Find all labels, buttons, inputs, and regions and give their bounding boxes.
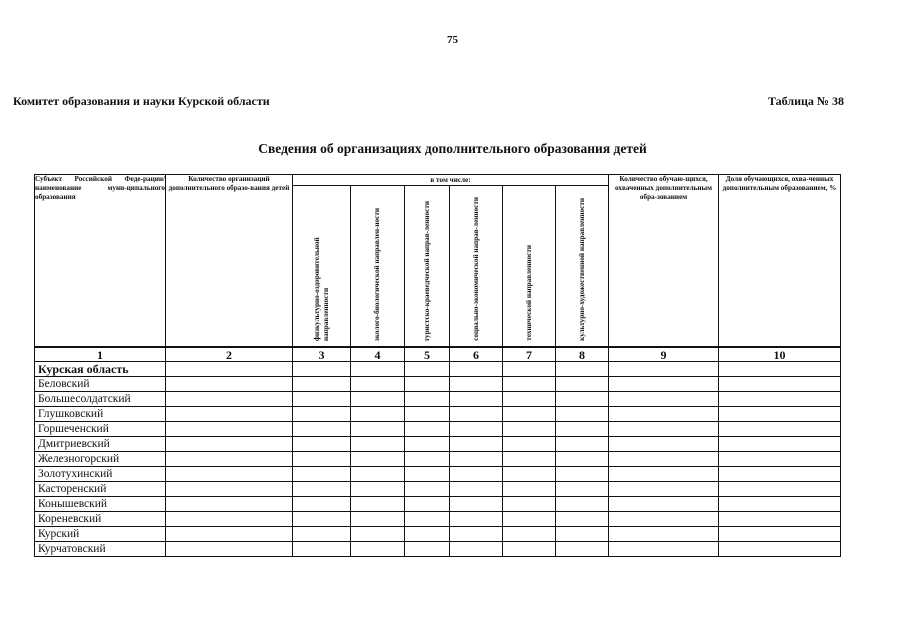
- data-cell: [166, 392, 293, 407]
- column-number: 8: [556, 347, 609, 362]
- data-cell: [351, 407, 405, 422]
- data-cell: [293, 377, 351, 392]
- district-name: Горшеченский: [35, 422, 166, 437]
- data-cell: [405, 362, 450, 377]
- data-cell: [719, 482, 841, 497]
- data-cell: [166, 437, 293, 452]
- data-cell: [166, 542, 293, 557]
- data-cell: [293, 437, 351, 452]
- subheader-ecology: эколого-биологической направлен-ности: [373, 207, 381, 341]
- data-cell: [293, 527, 351, 542]
- data-cell: [503, 527, 556, 542]
- data-cell: [556, 437, 609, 452]
- data-cell: [609, 482, 719, 497]
- data-cell: [450, 482, 503, 497]
- data-cell: [503, 377, 556, 392]
- data-cell: [609, 497, 719, 512]
- data-cell: [609, 467, 719, 482]
- column-number: 7: [503, 347, 556, 362]
- data-cell: [293, 467, 351, 482]
- district-name: Касторенский: [35, 482, 166, 497]
- header-row-1: [35, 175, 841, 186]
- district-name: Конышевский: [35, 497, 166, 512]
- data-cell: [166, 362, 293, 377]
- data-cell: [450, 422, 503, 437]
- col-share-header: Доля обучающихся, охва-ченных дополнительным образованием, %: [719, 175, 841, 348]
- subheader-cell: [405, 186, 450, 348]
- data-cell: [405, 437, 450, 452]
- data-cell: [293, 392, 351, 407]
- data-cell: [503, 497, 556, 512]
- data-cell: [503, 422, 556, 437]
- district-row: [35, 527, 841, 542]
- district-name: Курская область: [35, 362, 166, 377]
- data-cell: [450, 527, 503, 542]
- district-row: [35, 407, 841, 422]
- data-cell: [351, 527, 405, 542]
- district-name: Курский: [35, 527, 166, 542]
- data-cell: [351, 482, 405, 497]
- data-cell: [556, 377, 609, 392]
- data-cell: [166, 467, 293, 482]
- data-cell: [609, 542, 719, 557]
- data-cell: [719, 437, 841, 452]
- column-number-row: [35, 347, 841, 362]
- subheader-cell: [293, 186, 351, 348]
- subheader-technical: технической направленности: [524, 245, 533, 341]
- data-cell: [351, 467, 405, 482]
- subheader-cell: [503, 186, 556, 348]
- data-cell: [405, 542, 450, 557]
- data-cell: [719, 512, 841, 527]
- column-number: 10: [719, 347, 841, 362]
- data-cell: [556, 452, 609, 467]
- data-cell: [556, 497, 609, 512]
- data-cell: [166, 422, 293, 437]
- subheader-cell: [351, 186, 405, 348]
- district-name: Дмитриевский: [35, 437, 166, 452]
- data-cell: [293, 407, 351, 422]
- subheader-tourism: туристско-краеведческой направ-ленности: [422, 200, 431, 341]
- table-number: Таблица № 38: [767, 94, 844, 108]
- data-cell: [719, 497, 841, 512]
- data-cell: [405, 392, 450, 407]
- district-row: [35, 437, 841, 452]
- data-cell: [609, 362, 719, 377]
- data-cell: [293, 482, 351, 497]
- col-org-count-header: Количество организаций дополнительного образо-вания детей: [166, 175, 293, 348]
- region-row: [35, 362, 841, 377]
- district-name: Большесолдатский: [35, 392, 166, 407]
- district-row: [35, 467, 841, 482]
- data-cell: [556, 392, 609, 407]
- data-cell: [351, 422, 405, 437]
- data-cell: [556, 512, 609, 527]
- data-cell: [556, 407, 609, 422]
- data-cell: [450, 362, 503, 377]
- data-cell: [556, 482, 609, 497]
- data-cell: [609, 377, 719, 392]
- data-cell: [719, 542, 841, 557]
- data-cell: [450, 452, 503, 467]
- data-cell: [166, 512, 293, 527]
- committee-name: Комитет образования и науки Курской области: [13, 94, 270, 108]
- data-cell: [405, 527, 450, 542]
- data-cell: [351, 452, 405, 467]
- data-cell: [405, 482, 450, 497]
- subheader-cell: [556, 186, 609, 348]
- data-cell: [719, 422, 841, 437]
- data-cell: [293, 452, 351, 467]
- data-cell: [450, 512, 503, 527]
- column-number: 6: [450, 347, 503, 362]
- data-cell: [450, 497, 503, 512]
- data-cell: [166, 407, 293, 422]
- data-cell: [405, 452, 450, 467]
- data-cell: [719, 467, 841, 482]
- data-cell: [351, 497, 405, 512]
- data-cell: [293, 512, 351, 527]
- data-cell: [556, 527, 609, 542]
- data-cell: [166, 482, 293, 497]
- page-number: 75: [447, 34, 458, 46]
- district-name: Беловский: [35, 377, 166, 392]
- district-row: [35, 422, 841, 437]
- column-number: 2: [166, 347, 293, 362]
- data-cell: [503, 437, 556, 452]
- district-row: [35, 482, 841, 497]
- data-cell: [351, 512, 405, 527]
- district-row: [35, 512, 841, 527]
- district-row: [35, 542, 841, 557]
- column-number: 4: [351, 347, 405, 362]
- subheader-sports: физкультурно-оздоровительной направленности: [312, 237, 330, 341]
- district-name: Железногорский: [35, 452, 166, 467]
- data-cell: [293, 542, 351, 557]
- data-cell: [166, 377, 293, 392]
- data-cell: [503, 512, 556, 527]
- data-cell: [351, 377, 405, 392]
- col-students-header: Количество обучаю-щихся, охваченных дополнительным обра-зованием: [609, 175, 719, 348]
- data-cell: [503, 362, 556, 377]
- column-number: 9: [609, 347, 719, 362]
- subheader-arts: культурно-художественной направленности: [577, 198, 586, 341]
- data-cell: [351, 437, 405, 452]
- column-number: 1: [35, 347, 166, 362]
- data-cell: [405, 407, 450, 422]
- data-cell: [719, 407, 841, 422]
- data-cell: [503, 542, 556, 557]
- data-cell: [405, 497, 450, 512]
- data-cell: [503, 482, 556, 497]
- document-title: Сведения об организациях дополнительного образования детей: [258, 141, 647, 156]
- data-cell: [609, 392, 719, 407]
- data-cell: [405, 422, 450, 437]
- data-cell: [405, 467, 450, 482]
- column-number: 5: [405, 347, 450, 362]
- group-header: в том числе:: [293, 175, 609, 186]
- data-cell: [293, 422, 351, 437]
- data-cell: [609, 527, 719, 542]
- data-cell: [609, 422, 719, 437]
- data-cell: [503, 407, 556, 422]
- data-cell: [351, 392, 405, 407]
- data-cell: [503, 452, 556, 467]
- data-cell: [609, 452, 719, 467]
- data-cell: [609, 512, 719, 527]
- data-cell: [450, 467, 503, 482]
- data-cell: [719, 392, 841, 407]
- district-name: Глушковский: [35, 407, 166, 422]
- data-cell: [450, 542, 503, 557]
- data-cell: [719, 452, 841, 467]
- data-cell: [405, 377, 450, 392]
- district-row: [35, 377, 841, 392]
- data-cell: [556, 467, 609, 482]
- data-cell: [556, 362, 609, 377]
- data-cell: [719, 527, 841, 542]
- district-name: Кореневский: [35, 512, 166, 527]
- data-cell: [405, 512, 450, 527]
- data-cell: [719, 362, 841, 377]
- data-cell: [503, 467, 556, 482]
- data-cell: [351, 362, 405, 377]
- data-cell: [556, 422, 609, 437]
- district-name: Курчатовский: [35, 542, 166, 557]
- data-cell: [609, 407, 719, 422]
- data-cell: [293, 362, 351, 377]
- data-cell: [450, 407, 503, 422]
- data-cell: [450, 437, 503, 452]
- data-cell: [556, 542, 609, 557]
- data-cell: [450, 392, 503, 407]
- data-cell: [293, 497, 351, 512]
- data-cell: [450, 377, 503, 392]
- data-cell: [503, 392, 556, 407]
- data-cell: [166, 527, 293, 542]
- district-row: [35, 452, 841, 467]
- data-cell: [719, 377, 841, 392]
- data-table: [34, 174, 841, 557]
- col-subject-header: Субъект Российской Феде-рации/наименование муни-ципального образования: [35, 175, 166, 348]
- table-body: [35, 362, 841, 557]
- district-row: [35, 392, 841, 407]
- district-row: [35, 497, 841, 512]
- column-number: 3: [293, 347, 351, 362]
- data-cell: [609, 437, 719, 452]
- subheader-cell: [450, 186, 503, 348]
- data-cell: [166, 452, 293, 467]
- data-cell: [351, 542, 405, 557]
- district-name: Золотухинский: [35, 467, 166, 482]
- data-cell: [166, 497, 293, 512]
- subheader-social-economic: социально-экономической направ-ленности: [471, 197, 480, 341]
